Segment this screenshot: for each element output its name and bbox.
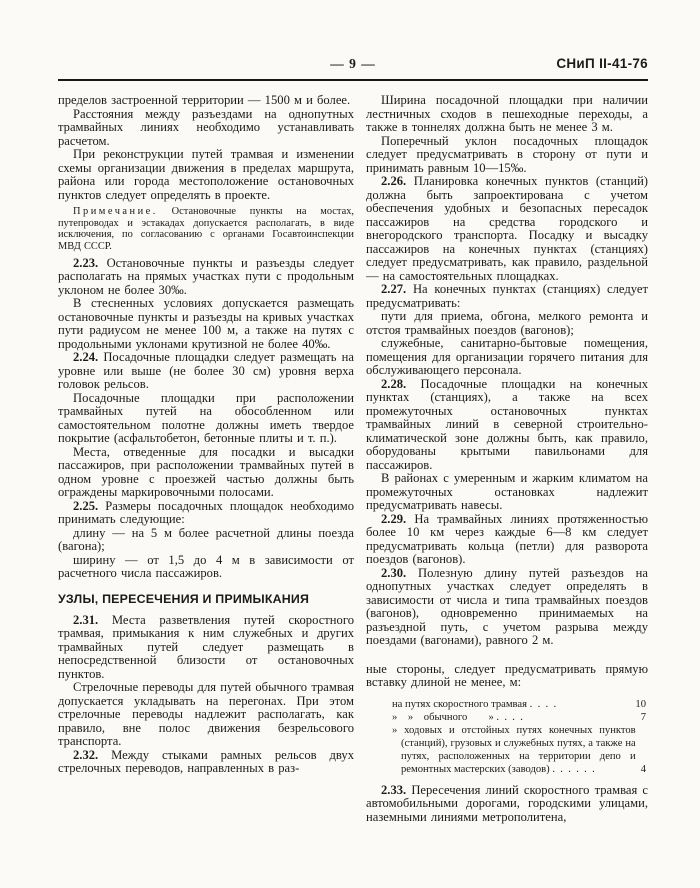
clause-number: 2.26. — [381, 174, 407, 188]
paragraph: длину — на 5 м более расчетной длины поезда (вагона); — [58, 525, 354, 554]
paragraph: пределов застроенной территории — 1500 м и более. — [58, 93, 351, 107]
paragraph: Стрелочные переводы для путей обычного трамвая допускается укладывать на перегонах. При этом стрелочные переводы надлежит располагать, как правило, вне полос движения безрельсового транспорта. — [58, 680, 354, 749]
spec-line — [392, 698, 646, 711]
paragraph: При реконструкции путей трамвая и изменении схемы организации движения в пределах маршрута, района или города местоположение остановочных пунктов следует определять в проекте. — [58, 147, 354, 202]
section-heading: УЗЛЫ, ПЕРЕСЕЧЕНИЯ И ПРИМЫКАНИЯ — [58, 591, 310, 606]
clause-paragraph: 2.32. Между стыками рамных рельсов двух стрелочных переводов, направленных в раз- — [58, 747, 354, 776]
left-column — [58, 94, 354, 824]
clause-number: 2.23. — [73, 255, 99, 270]
page-number: — 9 — — [330, 56, 376, 71]
note-label: Примечание. — [73, 206, 158, 217]
clause-number: 2.33. — [381, 782, 407, 797]
text-columns — [58, 94, 648, 824]
page-header — [58, 56, 648, 76]
paragraph: пути для приема, обгона, мелкого ремонта и отстоя трамвайных поездов (вагонов); — [366, 309, 648, 337]
clause-paragraph: 2.29. На трамвайных линиях протяженностью более 10 км через каждые 6—8 км следует предусматривать кольца (петли) для разворота поездов (вагонов). — [366, 511, 648, 566]
paragraph: Поперечный уклон посадочных площадок следует предусматривать в сторону от пути и принимать равным 10—15‰. — [366, 133, 648, 175]
right-column — [366, 94, 648, 824]
clause-paragraph: 2.27. На конечных пунктах (станциях) следует предусматривать: — [366, 282, 648, 310]
clause-paragraph: 2.30. Полезную длину путей разъездов на однопутных участках следует определять в зависимости от числа и типа трамвайных поездов (вагонов), одновременно принимаемых на разъездной путь, с учетом разрыва между поездами (вагонами), равного 2 м. — [366, 565, 648, 647]
page-content — [58, 56, 648, 824]
paragraph: Посадочные площадки при расположении трамвайных путей на обособленном или самостоятельном полотне должны иметь твердое покрытие (асфальтобетон, бетонные плиты и т. п.). — [58, 390, 354, 446]
spec-value: 4 — [640, 763, 646, 775]
clause-number: 2.31. — [73, 612, 99, 627]
spec-text: » ходовых и отстойных путях конечных пунктов (станций), грузовых и служебных путях, а также на путях, расположенных на территории депо и ремонтных мастерских (заводов) . . . . . . — [392, 724, 636, 775]
note-paragraph: Примечание. Остановочные пункты на мостах, путепроводах и эстакадах допускается располагать, в виде исключения, по согласованию с органами Госавтоинспекции МВД СССР. — [58, 206, 354, 253]
paragraph: Расстояния между разъездами на однопутных трамвайных линиях необходимо устанавливать расчетом. — [58, 106, 354, 148]
clause-number: 2.25. — [73, 498, 99, 513]
paragraph: ширину — от 1,5 до 4 м в зависимости от расчетного числа пассажиров. — [58, 552, 354, 581]
paragraph: Места, отведенные для посадки и высадки пассажиров, при расположении трамвайных путей в одном уровне с проезжей частью должны быть ограждены маркировочными полосами. — [58, 444, 354, 500]
spec-text: » » обычного » . . . . — [392, 711, 523, 723]
paragraph: Ширина посадочной площадки при наличии лестничных сходов в пешеходные переходы, а также в тоннелях должна быть не менее 3 м. — [366, 93, 648, 134]
clause-paragraph: 2.26. Планировка конечных пунктов (станций) должна быть запроектирована с учетом обеспечения удобных и безопасных пересадок пассажиров на средства городского и внегородского транспорта. Посадку и высадку пассажиров на конечных пунктах (станциях) следует предусматривать, как правило, раздельной — на самостоятельных площадках. — [366, 174, 648, 283]
paragraph: В районах с умеренным и жарким климатом на промежуточных остановках надлежит предусматривать навесы. — [366, 471, 648, 512]
clause-number: 2.29. — [381, 511, 407, 526]
spec-value: 7 — [640, 711, 646, 723]
spec-line — [392, 724, 646, 776]
spec-list — [392, 698, 646, 776]
clause-number: 2.24. — [73, 350, 99, 365]
clause-paragraph: 2.31. Места разветвления путей скоростного трамвая, примыкания к ним служебных и других трамвайных путей следует размещать в непосредственной близости от остановочных пунктов. — [58, 612, 354, 681]
clause-paragraph: 2.24. Посадочные площадки следует размещать на уровне или выше (не более 30 см) уровня верха головок рельсов. — [58, 350, 354, 392]
document-code: СНиП II-41-76 — [556, 56, 648, 71]
spec-value: 10 — [635, 698, 646, 710]
paragraph: В стесненных условиях допускается размещать остановочные пункты и разъезды на кривых участках пути радиусом не менее 100 м, а также на путях с продольными уклонами крутизной не более 40‰. — [58, 296, 354, 351]
clause-paragraph: 2.23. Остановочные пункты и разъезды следует располагать на прямых участках пути с продольным уклоном не более 30‰. — [58, 255, 354, 297]
spec-text: на путях скоростного трамвая . . . . — [392, 698, 557, 710]
clause-number: 2.28. — [381, 376, 407, 391]
paragraph: ные стороны, следует предусматривать прямую вставку длиной не менее, м: — [366, 661, 648, 689]
clause-paragraph: 2.28. Посадочные площадки на конечных пунктах (станциях), а также на всех промежуточных остановочных пунктах трамвайных линий в северной строительно-климатической зоне должны быть, как правило, оборудованы крытыми павильонами для пассажиров. — [366, 376, 648, 472]
clause-number: 2.27. — [381, 282, 407, 296]
paragraph: служебные, санитарно-бытовые помещения, помещения для организации горячего питания для обслуживающего персонала. — [366, 336, 648, 377]
clause-number: 2.32. — [73, 747, 99, 762]
header-rule — [58, 79, 648, 81]
clause-number: 2.30. — [381, 565, 407, 580]
spec-line — [392, 711, 646, 724]
clause-paragraph: 2.33. Пересечения линий скоростного трамвая с автомобильными дорогами, городскими улицами, наземными линиями метрополитена, — [366, 782, 648, 824]
clause-paragraph: 2.25. Размеры посадочных площадок необходимо принимать следующие: — [58, 498, 354, 527]
